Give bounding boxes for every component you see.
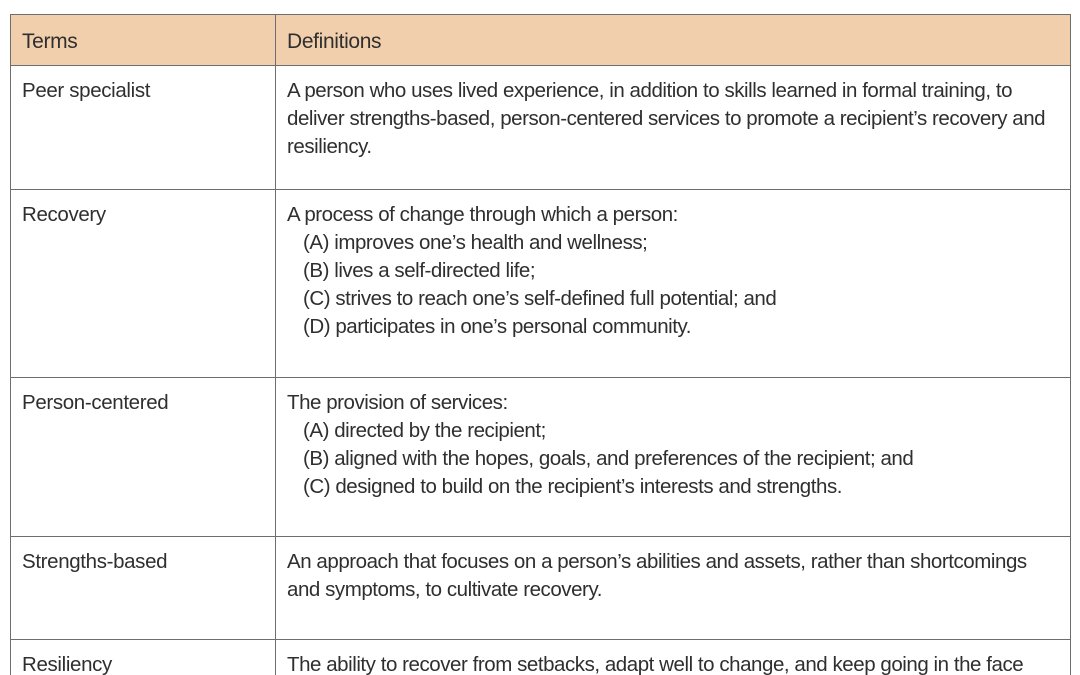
term-cell: Strengths-based [11,537,276,640]
definition-cell [276,190,1071,378]
terms-definitions-table [10,14,1071,675]
definition-list-item: (C) designed to build on the recipient’s interests and strengths. [303,475,843,498]
table-row [11,378,1071,537]
table-row [11,537,1071,640]
table-row [11,66,1071,190]
definition-list-item: (A) improves one’s health and wellness; [303,231,648,254]
table-row [11,640,1071,675]
definition-text: The provision of services: [287,391,508,414]
definition-list-item: (B) aligned with the hopes, goals, and preferences of the recipient; and [303,447,914,470]
definitions-column-header: Definitions [276,15,1071,66]
definition-text: The ability to recover from setbacks, adapt well to change, and keep going in the face [287,653,1024,675]
table-row [11,190,1071,378]
term-cell: Recovery [11,190,276,378]
definition-list-item: (A) directed by the recipient; [303,419,546,442]
definition-text: A process of change through which a person: [287,203,678,226]
definition-text: An approach that focuses on a person’s abilities and assets, rather than shortcomings and symptoms, to cultivate recovery. [287,550,1027,601]
definition-cell [276,537,1071,640]
definition-cell [276,378,1071,537]
definition-list-item: (C) strives to reach one’s self-defined full potential; and [303,287,777,310]
term-cell: Person-centered [11,378,276,537]
definition-text: A person who uses lived experience, in addition to skills learned in formal training, to deliver strengths-based, person-centered services to promote a recipient’s recovery and resiliency. [287,79,1046,158]
term-cell: Peer specialist [11,66,276,190]
definition-list-item: (D) participates in one’s personal community. [303,315,692,338]
terms-column-header: Terms [11,15,276,66]
definition-cell [276,640,1071,675]
table-header-row [11,15,1071,66]
term-cell: Resiliency [11,640,276,675]
definition-list-item: (B) lives a self-directed life; [303,259,536,282]
definition-cell [276,66,1071,190]
